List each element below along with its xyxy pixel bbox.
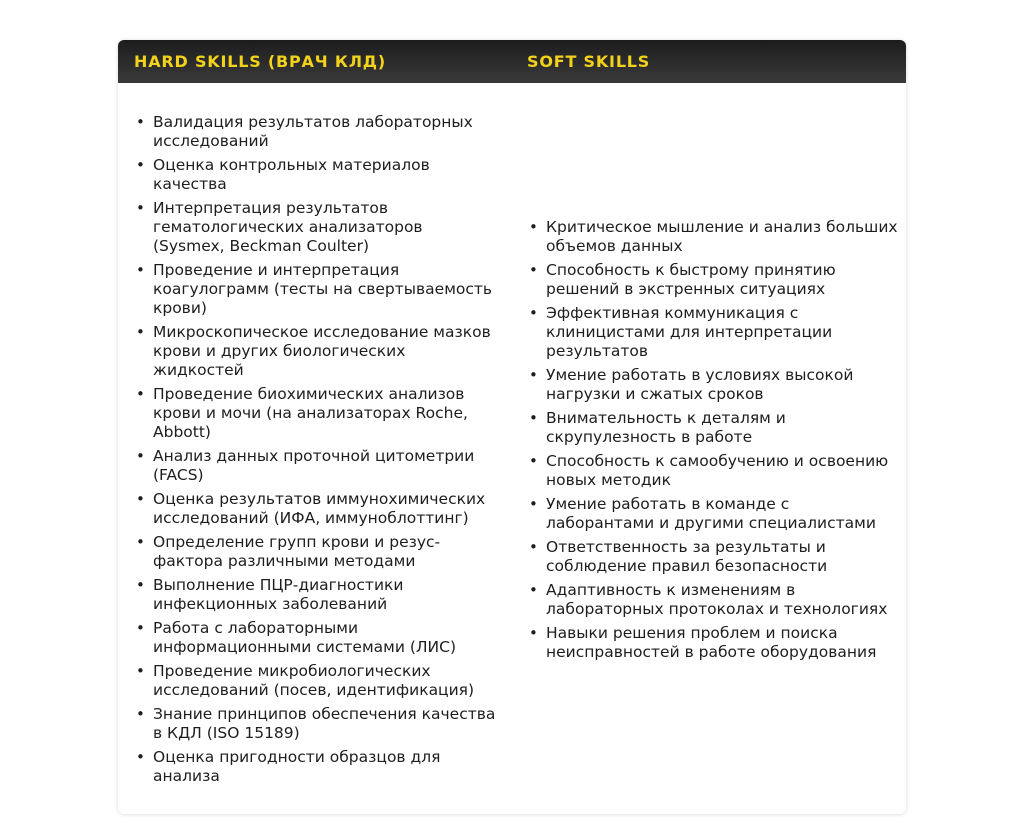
soft-skill-item bbox=[529, 495, 899, 533]
bullet-icon: • bbox=[136, 323, 145, 341]
bullet-icon: • bbox=[136, 576, 145, 594]
hard-skills-list bbox=[136, 113, 496, 791]
soft-skill-item bbox=[529, 538, 899, 576]
bullet-icon: • bbox=[529, 581, 538, 599]
soft-skill-item bbox=[529, 218, 899, 256]
soft-skill-item bbox=[529, 261, 899, 299]
soft-skill-item bbox=[529, 409, 899, 447]
hard-skill-item bbox=[136, 533, 496, 571]
bullet-icon: • bbox=[136, 705, 145, 723]
skills-card bbox=[118, 40, 906, 814]
hard-skill-item bbox=[136, 323, 496, 380]
bullet-icon: • bbox=[529, 495, 538, 513]
hard-skill-item bbox=[136, 156, 496, 194]
hard-skill-item bbox=[136, 748, 496, 786]
bullet-icon: • bbox=[529, 261, 538, 279]
soft-skills-list bbox=[529, 218, 899, 667]
soft-skill-item bbox=[529, 304, 899, 361]
soft-skill-item-text: Критическое мышление и анализ больших объемов данных bbox=[546, 218, 898, 255]
hard-skill-item-text: Оценка результатов иммунохимических исследований (ИФА, иммуноблоттинг) bbox=[153, 490, 486, 527]
soft-skills-title: SOFT SKILLS bbox=[527, 52, 651, 71]
hard-skills-title: HARD SKILLS (ВРАЧ КЛД) bbox=[134, 52, 386, 71]
bullet-icon: • bbox=[136, 156, 145, 174]
soft-skill-item-text: Адаптивность к изменениям в лабораторных протоколах и технологиях bbox=[546, 581, 888, 618]
bullet-icon: • bbox=[136, 385, 145, 403]
hard-skill-item bbox=[136, 447, 496, 485]
hard-skill-item-text: Микроскопическое исследование мазков крови и других биологических жидкостей bbox=[153, 323, 491, 379]
bullet-icon: • bbox=[136, 533, 145, 551]
soft-skill-item-text: Способность к быстрому принятию решений в экстренных ситуациях bbox=[546, 261, 836, 298]
hard-skill-item bbox=[136, 385, 496, 442]
bullet-icon: • bbox=[529, 624, 538, 642]
hard-skill-item bbox=[136, 619, 496, 657]
bullet-icon: • bbox=[529, 409, 538, 427]
soft-skill-item bbox=[529, 624, 899, 662]
hard-skill-item bbox=[136, 662, 496, 700]
bullet-icon: • bbox=[529, 218, 538, 236]
bullet-icon: • bbox=[529, 452, 538, 470]
hard-skill-item-text: Определение групп крови и резус-фактора различными методами bbox=[153, 533, 441, 570]
hard-skill-item bbox=[136, 705, 496, 743]
bullet-icon: • bbox=[136, 662, 145, 680]
bullet-icon: • bbox=[529, 304, 538, 322]
bullet-icon: • bbox=[136, 748, 145, 766]
hard-skill-item bbox=[136, 199, 496, 256]
bullet-icon: • bbox=[136, 619, 145, 637]
hard-skill-item-text: Работа с лабораторными информационными системами (ЛИС) bbox=[153, 619, 457, 656]
bullet-icon: • bbox=[136, 113, 145, 131]
soft-skill-item-text: Умение работать в условиях высокой нагрузки и сжатых сроков bbox=[546, 366, 854, 403]
hard-skill-item bbox=[136, 576, 496, 614]
bullet-icon: • bbox=[529, 366, 538, 384]
hard-skill-item-text: Интерпретация результатов гематологических анализаторов (Sysmex, Beckman Coulter) bbox=[153, 199, 423, 255]
soft-skill-item-text: Способность к самообучению и освоению новых методик bbox=[546, 452, 889, 489]
soft-skill-item-text: Эффективная коммуникация с клиницистами для интерпретации результатов bbox=[546, 304, 833, 360]
hard-skill-item-text: Анализ данных проточной цитометрии (FACS) bbox=[153, 447, 475, 484]
hard-skill-item-text: Проведение биохимических анализов крови и мочи (на анализаторах Roche, Abbott) bbox=[153, 385, 468, 441]
hard-skill-item bbox=[136, 261, 496, 318]
soft-skill-item-text: Ответственность за результаты и соблюдение правил безопасности bbox=[546, 538, 828, 575]
soft-skill-item-text: Умение работать в команде с лаборантами и другими специалистами bbox=[546, 495, 876, 532]
hard-skill-item-text: Выполнение ПЦР-диагностики инфекционных заболеваний bbox=[153, 576, 404, 613]
hard-skill-item bbox=[136, 490, 496, 528]
hard-skill-item-text: Оценка контрольных материалов качества bbox=[153, 156, 430, 193]
soft-skill-item bbox=[529, 452, 899, 490]
hard-skill-item-text: Оценка пригодности образцов для анализа bbox=[153, 748, 441, 785]
card-header bbox=[118, 40, 906, 83]
soft-skill-item bbox=[529, 581, 899, 619]
bullet-icon: • bbox=[136, 199, 145, 217]
bullet-icon: • bbox=[136, 490, 145, 508]
hard-skill-item-text: Проведение и интерпретация коагулограмм (тесты на свертываемость крови) bbox=[153, 261, 493, 317]
bullet-icon: • bbox=[136, 447, 145, 465]
hard-skill-item-text: Проведение микробиологических исследований (посев, идентификация) bbox=[153, 662, 475, 699]
hard-skill-item-text: Знание принципов обеспечения качества в КДЛ (ISO 15189) bbox=[153, 705, 496, 742]
hard-skill-item-text: Валидация результатов лабораторных исследований bbox=[153, 113, 473, 150]
hard-skill-item bbox=[136, 113, 496, 151]
soft-skill-item bbox=[529, 366, 899, 404]
bullet-icon: • bbox=[529, 538, 538, 556]
soft-skill-item-text: Внимательность к деталям и скрупулезность в работе bbox=[546, 409, 786, 446]
bullet-icon: • bbox=[136, 261, 145, 279]
soft-skill-item-text: Навыки решения проблем и поиска неисправностей в работе оборудования bbox=[546, 624, 877, 661]
